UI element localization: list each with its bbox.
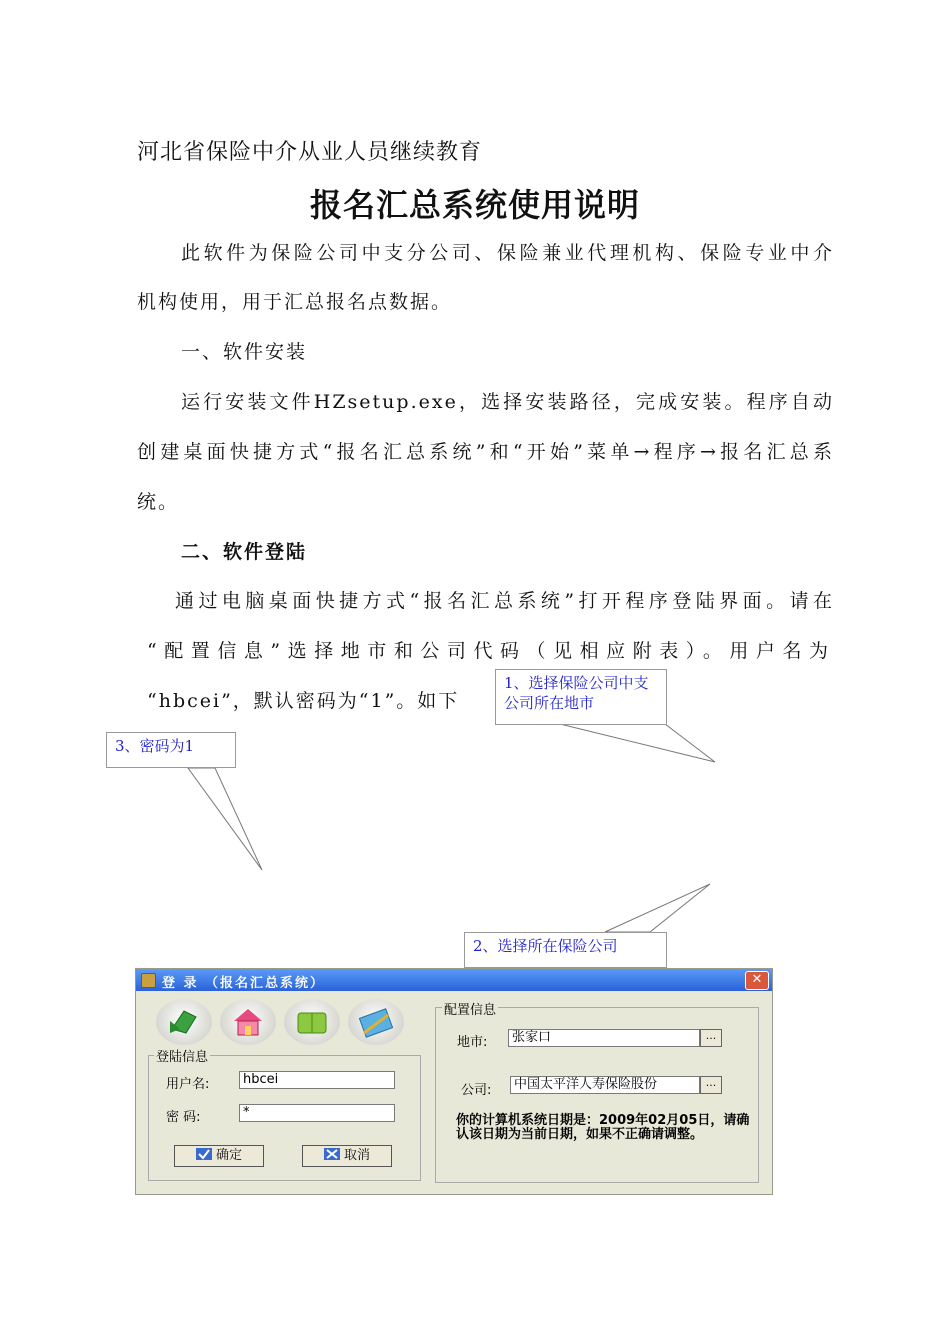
app-icon [141, 973, 156, 988]
ok-button[interactable] [174, 1145, 264, 1167]
section2-line-3: “hbcei”，默认密码为“1”。如下 [147, 690, 460, 712]
company-label: 公司: [461, 1083, 492, 1098]
username-input[interactable]: hbcei [239, 1071, 395, 1089]
close-button[interactable]: ✕ [745, 971, 769, 990]
username-label: 用户名: [166, 1077, 210, 1092]
section2-line-1: 通过电脑桌面快捷方式“报名汇总系统”打开程序登陆界面。请在 [175, 590, 834, 612]
city-label: 地市: [457, 1035, 488, 1050]
company-picker-button[interactable]: ... [700, 1076, 722, 1094]
edit-icon[interactable] [348, 999, 404, 1045]
date-notice: 你的计算机系统日期是：2009年02月05日，请确认该日期为当前日期，如果不正确请调整。 [456, 1113, 750, 1142]
config-group-label: 配置信息 [442, 999, 498, 1018]
section2-line-2: “配置信息”选择地市和公司代码（见相应附表）。用户名为 [147, 640, 834, 662]
section1-line-2: 创建桌面快捷方式“报名汇总系统”和“开始”菜单→程序→报名汇总系 [137, 441, 834, 463]
section1-line-1: 运行安装文件HZsetup.exe，选择安装路径，完成安装。程序自动 [181, 391, 834, 413]
city-select[interactable]: 张家口 [508, 1029, 700, 1047]
intro-line-2: 机构使用，用于汇总报名点数据。 [137, 291, 453, 313]
callout-select-company: 2、选择所在保险公司 [464, 932, 667, 968]
login-dialog [135, 968, 773, 1195]
intro-line-1: 此软件为保险公司中支分公司、保险兼业代理机构、保险专业中介 [181, 242, 834, 264]
doc-title: 报名汇总系统使用说明 [309, 186, 640, 224]
dialog-title: 登 录 （报名汇总系统） [162, 976, 326, 991]
section1-line-3: 统。 [137, 491, 180, 513]
book-icon[interactable] [284, 999, 340, 1045]
dialog-titlebar [136, 969, 772, 991]
password-label: 密 码: [166, 1110, 201, 1125]
callout-select-city: 1、选择保险公司中支公司所在地市 [495, 669, 667, 725]
cancel-icon [324, 1147, 340, 1159]
company-select[interactable]: 中国太平洋人寿保险股份 [510, 1076, 700, 1094]
arrow-icon[interactable] [156, 999, 212, 1045]
doc-heading: 河北省保险中介从业人员继续教育 [137, 140, 483, 165]
check-icon [196, 1147, 212, 1159]
home-icon[interactable] [220, 999, 276, 1045]
login-group-label: 登陆信息 [154, 1046, 210, 1065]
section1-title: 一、软件安装 [181, 341, 308, 363]
password-input[interactable]: * [239, 1104, 395, 1122]
city-picker-button[interactable]: ... [700, 1029, 722, 1047]
ok-label: 确定 [215, 1148, 242, 1163]
cancel-label: 取消 [343, 1148, 370, 1163]
section2-title: 二、软件登陆 [181, 541, 308, 563]
callout-password: 3、密码为1 [106, 732, 236, 768]
cancel-button[interactable] [302, 1145, 392, 1167]
